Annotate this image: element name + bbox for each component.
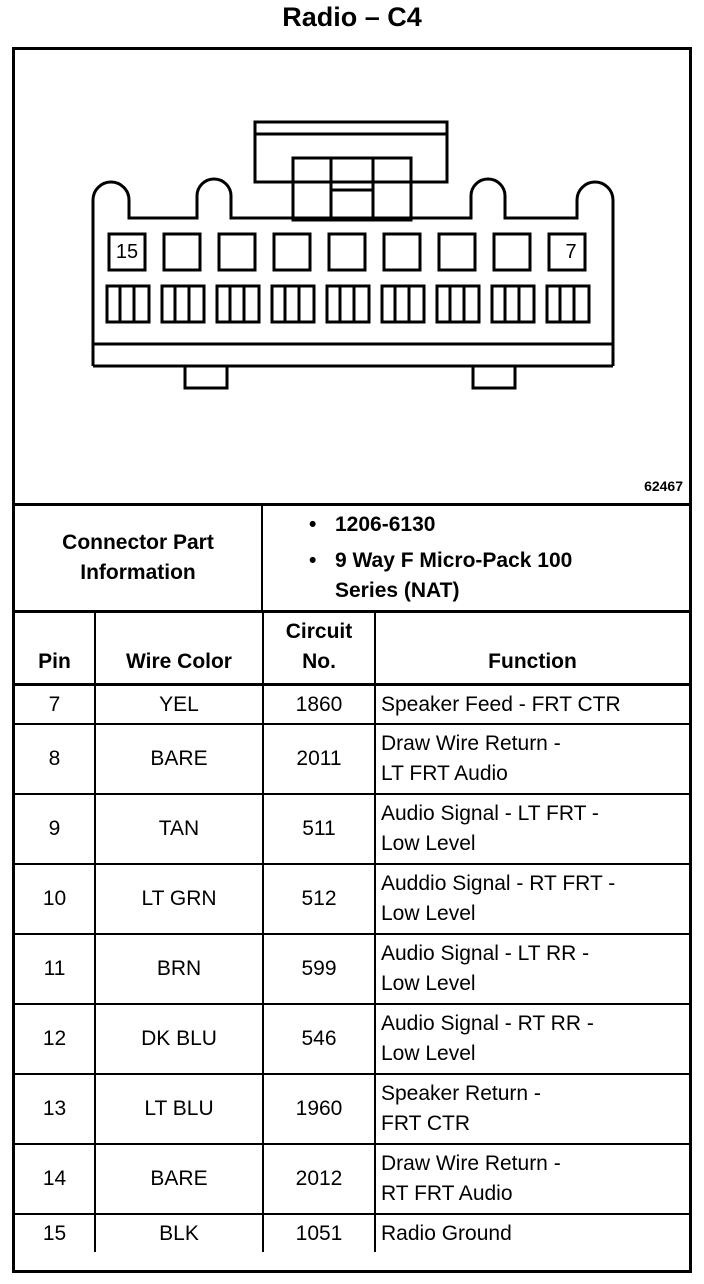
circuit-cell: 546 xyxy=(263,1004,375,1074)
table-row xyxy=(15,864,689,934)
function-line-2: Low Level xyxy=(381,832,476,855)
connector-info-heading xyxy=(15,506,263,610)
pin-label-right: 7 xyxy=(565,241,577,263)
pin-cell: 9 xyxy=(15,794,95,864)
header-circuit-line1: Circuit xyxy=(285,620,353,643)
function-cell xyxy=(375,724,689,794)
circuit-cell: 1960 xyxy=(263,1074,375,1144)
pin-cell: 10 xyxy=(15,864,95,934)
function-cell xyxy=(375,1004,689,1074)
circuit-cell: 1051 xyxy=(263,1214,375,1252)
wire-color-cell: BARE xyxy=(95,724,263,794)
terminal-slot xyxy=(327,286,369,322)
diagram-id: 62467 xyxy=(644,478,683,494)
table-row xyxy=(15,1004,689,1074)
bullet-text-cont: Series (NAT) xyxy=(335,579,460,602)
pin-cell: 13 xyxy=(15,1074,95,1144)
function-cell xyxy=(375,1074,689,1144)
foot-right xyxy=(473,366,515,388)
terminal-slot xyxy=(437,286,479,322)
function-cell xyxy=(375,864,689,934)
function-line-1: Audio Signal - LT RR - xyxy=(381,942,590,965)
circuit-cell: 1860 xyxy=(263,685,375,725)
header-circuit-line2: No. xyxy=(302,650,336,673)
function-line-2: Low Level xyxy=(381,902,476,925)
bullet-item xyxy=(265,546,685,606)
circuit-cell: 599 xyxy=(263,934,375,1004)
terminal-slot xyxy=(382,286,424,322)
function-line-1: Audio Signal - RT RR - xyxy=(381,1012,594,1035)
connector-diagram xyxy=(15,50,689,503)
connector-info-list xyxy=(265,510,685,612)
function-line-2: LT FRT Audio xyxy=(381,762,508,785)
pin-label-left: 15 xyxy=(115,241,139,263)
wire-color-cell: YEL xyxy=(95,685,263,725)
header-pin: Pin xyxy=(15,613,95,685)
terminal-slot xyxy=(217,286,259,322)
table-header-row xyxy=(15,613,689,685)
circuit-cell: 2012 xyxy=(263,1144,375,1214)
wire-color-cell: BARE xyxy=(95,1144,263,1214)
table-row xyxy=(15,1074,689,1144)
function-line-1: Draw Wire Return - xyxy=(381,1152,561,1175)
circuit-cell: 511 xyxy=(263,794,375,864)
pin-cavity xyxy=(274,234,310,270)
wire-color-cell: BRN xyxy=(95,934,263,1004)
pin-cell: 11 xyxy=(15,934,95,1004)
connector-drawing xyxy=(15,50,689,503)
wire-color-cell: LT GRN xyxy=(95,864,263,934)
heading-line-2: Information xyxy=(80,561,196,584)
bullet-text: • 9 Way F Micro-Pack 100 xyxy=(335,549,573,572)
terminal-slot xyxy=(272,286,314,322)
table-row xyxy=(15,1144,689,1214)
wire-color-cell: LT BLU xyxy=(95,1074,263,1144)
heading-line-1: Connector Part xyxy=(62,531,214,554)
connector-sheet xyxy=(12,47,692,1273)
function-line-2: Low Level xyxy=(381,1042,476,1065)
table-row xyxy=(15,724,689,794)
table-row xyxy=(15,794,689,864)
pin-cavity xyxy=(164,234,200,270)
terminal-slot xyxy=(162,286,204,322)
pin-cavity xyxy=(384,234,420,270)
header-circuit xyxy=(263,613,375,685)
wire-color-cell: BLK xyxy=(95,1214,263,1252)
header-function: Function xyxy=(375,613,689,685)
function-line-1: Radio Ground xyxy=(381,1221,512,1245)
function-cell xyxy=(375,1144,689,1214)
bullet-text: • 1206-6130 xyxy=(335,513,436,536)
function-line-1: Draw Wire Return - xyxy=(381,732,561,755)
pin-cell: 12 xyxy=(15,1004,95,1074)
wire-color-cell: DK BLU xyxy=(95,1004,263,1074)
circuit-cell: 2011 xyxy=(263,724,375,794)
pin-cell: 7 xyxy=(15,685,95,725)
function-line-2: FRT CTR xyxy=(381,1112,471,1135)
wire-color-cell: TAN xyxy=(95,794,263,864)
bullet-item xyxy=(265,510,685,540)
table-row xyxy=(15,1214,689,1252)
pin-cell: 14 xyxy=(15,1144,95,1214)
function-line-2: RT FRT Audio xyxy=(381,1182,513,1205)
pin-cell: 15 xyxy=(15,1214,95,1252)
pin-cavity xyxy=(494,234,530,270)
table-row xyxy=(15,685,689,725)
pin-cavity xyxy=(219,234,255,270)
connector-part-info xyxy=(15,503,689,613)
function-line-1: Speaker Feed - FRT CTR xyxy=(381,692,621,716)
pin-cell: 8 xyxy=(15,724,95,794)
function-line-2: Low Level xyxy=(381,972,476,995)
header-wire-color: Wire Color xyxy=(95,613,263,685)
table-row xyxy=(15,934,689,1004)
function-cell xyxy=(375,1214,689,1252)
terminal-slot xyxy=(107,286,149,322)
pin-cavity xyxy=(439,234,475,270)
function-cell xyxy=(375,794,689,864)
function-cell xyxy=(375,685,689,725)
circuit-cell: 512 xyxy=(263,864,375,934)
page-title: Radio – C4 xyxy=(282,2,422,32)
latch-outer xyxy=(255,122,447,182)
terminal-slot xyxy=(492,286,534,322)
pin-cavity xyxy=(329,234,365,270)
function-cell xyxy=(375,934,689,1004)
function-line-1: Speaker Return - xyxy=(381,1082,541,1105)
function-line-1: Audio Signal - LT FRT - xyxy=(381,802,599,825)
function-line-1: Auddio Signal - RT FRT - xyxy=(381,872,616,895)
foot-left xyxy=(185,366,227,388)
pin-table xyxy=(15,613,689,1252)
terminal-slot xyxy=(547,286,589,322)
